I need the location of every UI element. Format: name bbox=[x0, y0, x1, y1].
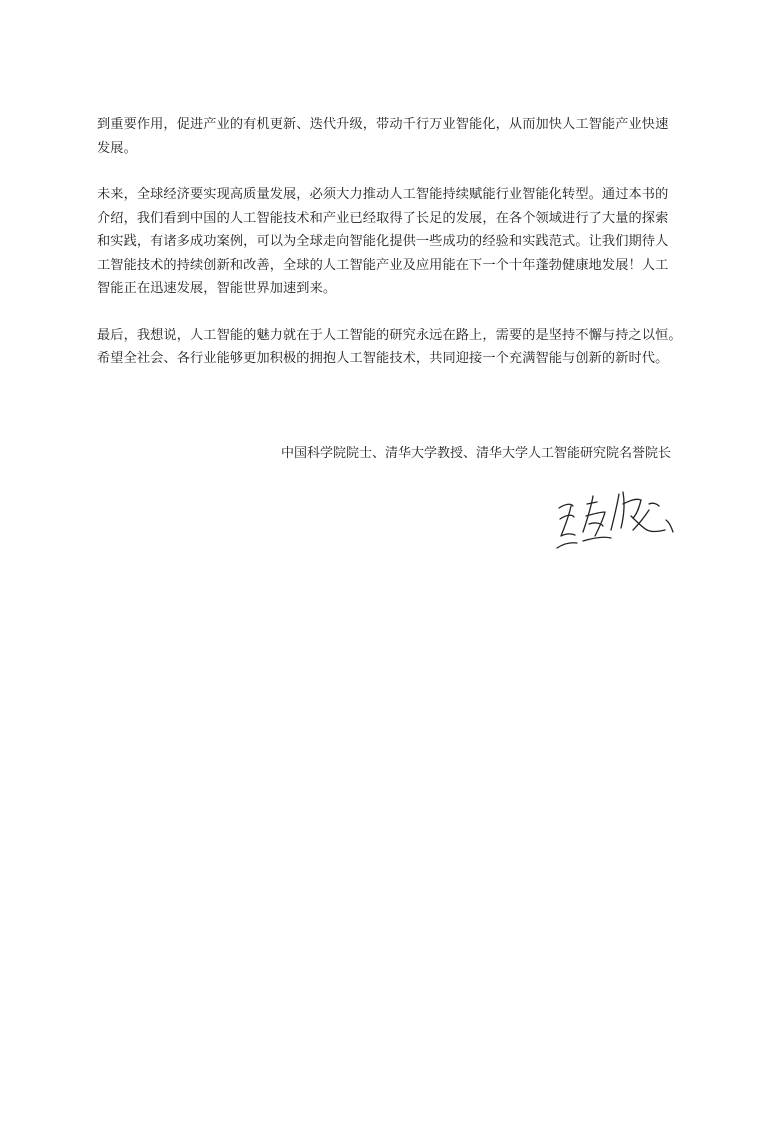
text-line: 介绍，我们看到中国的人工智能技术和产业已经取得了长足的发展，在各个领域进行了大量的探索 bbox=[97, 210, 669, 226]
paragraph bbox=[97, 113, 671, 160]
signature-block bbox=[281, 443, 671, 465]
text-line: 希望全社会、各行业能够更加积极的拥抱人工智能技术，共同迎接一个充满智能与创新的新时代。 bbox=[97, 351, 669, 366]
paragraph bbox=[97, 324, 682, 371]
text-line: 最后，我想说，人工智能的魅力就在于人工智能的研究永远在路上，需要的是坚持不懈与持之以恒。 bbox=[97, 327, 682, 343]
paragraph bbox=[97, 183, 671, 301]
signature-title: 中国科学院院士、清华大学教授、清华大学人工智能研究院名誉院长 bbox=[280, 446, 671, 461]
text-line: 到重要作用，促进产业的有机更新、迭代升级，带动千行万业智能化，从而加快人工智能产业快速 bbox=[97, 117, 669, 132]
text-line: 和实践，有诸多成功案例，可以为全球走向智能化提供一些成功的经验和实践范式。让我们期待人 bbox=[97, 234, 669, 249]
text-line: 未来，全球经济要实现高质量发展，必须大力推动人工智能持续赋能行业智能化转型。通过本书的 bbox=[97, 187, 669, 202]
text-line: 发展。 bbox=[97, 140, 137, 156]
handwritten-signature bbox=[553, 486, 678, 554]
body-text bbox=[97, 113, 682, 394]
text-line: 智能正在迅速发展，智能世界加速到来。 bbox=[97, 281, 337, 296]
text-line: 工智能技术的持续创新和改善，全球的人工智能产业及应用能在下一个十年蓬勃健康地发展！人工 bbox=[97, 257, 669, 273]
